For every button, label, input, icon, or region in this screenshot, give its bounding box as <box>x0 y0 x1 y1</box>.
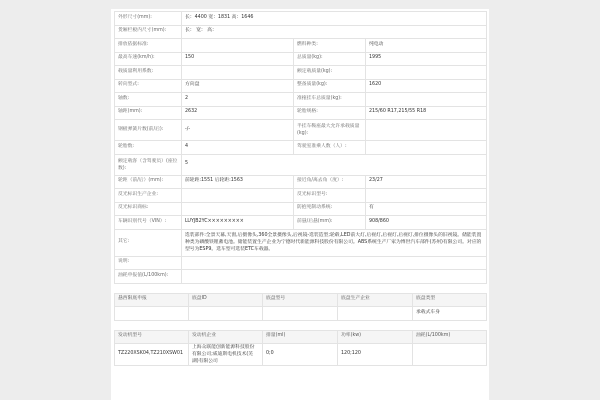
fuel-consumption-label: 油耗申报值(L/100km): <box>115 270 182 284</box>
table-row <box>115 229 487 256</box>
column-header: 功率(kw) <box>338 330 413 344</box>
passengers-value: 5 <box>182 154 487 175</box>
reflector-brand-value <box>182 202 294 216</box>
dimensions-label: 外形尺寸(mm): <box>115 12 182 26</box>
reflector-maker-value <box>182 189 294 203</box>
table-row <box>115 216 487 230</box>
reflector-brand-label: 反光标识商标: <box>115 202 182 216</box>
antilock-label: 防抱死制动系统: <box>294 202 366 216</box>
fuel-type-label: 燃料种类: <box>294 39 366 53</box>
engine-model-cell: TZ220XSK04,TZ210XSW01 <box>115 344 189 366</box>
column-header: 底盘生产企业 <box>338 293 413 307</box>
tire-count-value: 4 <box>182 141 294 155</box>
table-cell: 承载式车身 <box>413 307 487 321</box>
fuel-type-value: 纯电动 <box>366 39 487 53</box>
max-speed-value: 150 <box>182 52 294 66</box>
total-mass-label: 总质量(kg): <box>294 52 366 66</box>
reflector-model-value <box>366 189 487 203</box>
displacement-cell: 0;0 <box>263 344 338 366</box>
table-cell <box>189 307 263 321</box>
approach-angle-label: 接近角/离去角（度）: <box>294 175 366 189</box>
engine-table <box>114 330 487 367</box>
column-header: 排量(ml) <box>263 330 338 344</box>
vehicle-spec-sheet <box>111 9 489 400</box>
trailer-mass-value <box>366 93 487 107</box>
reflector-maker-label: 反光标识生产企业: <box>115 189 182 203</box>
spring-leaves-value: -/- <box>182 120 294 141</box>
table-cell <box>115 307 189 321</box>
cab-seats-label: 驾驶室准乘人数（人）: <box>294 141 366 155</box>
cargo-box-value: 长： 宽： 高： <box>182 25 487 39</box>
saddle-load-value <box>366 120 487 141</box>
overhang-value: 908/860 <box>366 216 487 230</box>
engine-maker-cell: 上海众联能创新能源科技股份有限公司;威迪斯电机技术(芜湖)有限公司 <box>189 344 263 366</box>
other-label: 其它: <box>115 229 182 256</box>
column-header: 油耗(L/100km) <box>413 330 487 344</box>
reflector-model-label: 反光标识型号: <box>294 189 366 203</box>
emission-standard-value <box>182 39 294 53</box>
tire-count-label: 轮胎数: <box>115 141 182 155</box>
table-row <box>115 52 487 66</box>
tire-spec-label: 轮胎规格: <box>294 106 366 120</box>
spring-leaves-label: 钢板弹簧片数(前/后): <box>115 120 182 141</box>
table-row <box>115 202 487 216</box>
vehicle-parameters-table <box>114 11 487 284</box>
table-row <box>115 256 487 270</box>
vin-value: LUYJB2YC××××××××× <box>182 216 294 230</box>
column-header: 底盘ID <box>189 293 263 307</box>
cab-seats-value <box>366 141 487 155</box>
load-utilization-label: 载质量利用系数: <box>115 66 182 80</box>
steering-label: 转向型式: <box>115 79 182 93</box>
table-row <box>115 120 487 141</box>
table-row <box>115 66 487 80</box>
table-row <box>115 93 487 107</box>
notes-label: 说明: <box>115 256 182 270</box>
total-mass-value: 1995 <box>366 52 487 66</box>
steering-value: 方向盘 <box>182 79 294 93</box>
max-speed-label: 最高车速(km/h): <box>115 52 182 66</box>
table-row <box>115 307 487 321</box>
track-value: 前轮距:1551 后轮距:1563 <box>182 175 294 189</box>
curb-mass-label: 整备质量(kg): <box>294 79 366 93</box>
overhang-label: 前悬/后悬(mm): <box>294 216 366 230</box>
rated-load-label: 额定载质量(kg): <box>294 66 366 80</box>
fuel-consumption-value <box>182 270 487 284</box>
table-row <box>115 344 487 366</box>
rated-load-value <box>366 66 487 80</box>
table-row <box>115 12 487 26</box>
table-row <box>115 39 487 53</box>
table-header-row <box>115 293 487 307</box>
axles-value: 2 <box>182 93 294 107</box>
table-row <box>115 141 487 155</box>
column-header: 底盘型号 <box>263 293 338 307</box>
column-header: 发动机型号 <box>115 330 189 344</box>
curb-mass-value: 1620 <box>366 79 487 93</box>
notes-value <box>182 256 487 270</box>
table-row <box>115 106 487 120</box>
power-cell: 120;120 <box>338 344 413 366</box>
table-header-row <box>115 330 487 344</box>
fuel-consumption-cell <box>413 344 487 366</box>
table-cell <box>338 307 413 321</box>
column-header: 底盘类型 <box>413 293 487 307</box>
chassis-table <box>114 293 487 321</box>
antilock-value: 有 <box>366 202 487 216</box>
emission-standard-label: 排放依据标准: <box>115 39 182 53</box>
tire-spec-value: 215/60 R17,215/55 R18 <box>366 106 487 120</box>
cargo-box-label: 货厢栏板内尺寸(mm): <box>115 25 182 39</box>
table-row <box>115 25 487 39</box>
table-cell <box>263 307 338 321</box>
track-label: 轮距（前/后）(mm): <box>115 175 182 189</box>
wheelbase-label: 轴距(mm): <box>115 106 182 120</box>
column-header: 悬西限底申报 <box>115 293 189 307</box>
axles-label: 轴数: <box>115 93 182 107</box>
table-row <box>115 79 487 93</box>
table-row <box>115 154 487 175</box>
passengers-label: 额定载客（含驾驶员）(座位数): <box>115 154 182 175</box>
approach-angle-value: 23/27 <box>366 175 487 189</box>
trailer-mass-label: 准拖挂车总质量(kg): <box>294 93 366 107</box>
table-row <box>115 270 487 284</box>
table-row <box>115 175 487 189</box>
vin-label: 车辆识别代号（VIN）: <box>115 216 182 230</box>
saddle-load-label: 半挂车鞍座最大允许承载质量(kg): <box>294 120 366 141</box>
other-value: 选装部件:全景天幕,天窗,后摄像头,360全景摄像头,后视镜-选装造型;轮毂,LED前大灯,后视灯,后视灯,后视灯,排位摄像头的旧视镜。储能装置种类为磷酸铁锂蓄电池。储能装置生产企业为宁德时代新能源科技股份有限公司。ABS系统生产厂家为博世汽车部件(苏州)有限公司。对应的型号为ESP9。选车型可选装ETC车载器。 <box>182 229 487 256</box>
dimensions-value: 长：4400 宽：1831 高：1646 <box>182 12 487 26</box>
load-utilization-value <box>182 66 294 80</box>
table-row <box>115 189 487 203</box>
wheelbase-value: 2632 <box>182 106 294 120</box>
column-header: 发动机企业 <box>189 330 263 344</box>
